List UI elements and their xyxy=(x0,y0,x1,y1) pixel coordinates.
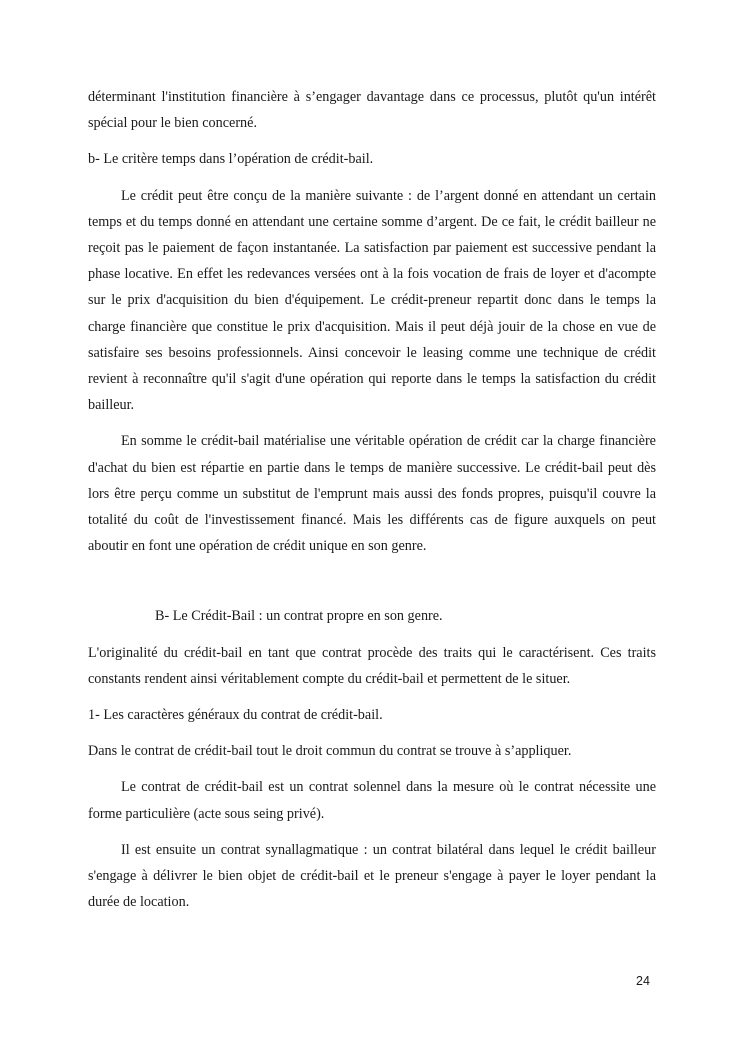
paragraph-originalite: L'originalité du crédit-bail en tant que contrat procède des traits qui le caractérisent. Ces traits constants rendent ainsi véritablement compte du crédit-bail et permettent de le situer. xyxy=(88,644,656,687)
paragraph-synallagmatique: Il est ensuite un contrat synallagmatique : un contrat bilatéral dans lequel le crédit bailleur s'engage à délivrer le bien objet de crédit-bail et le preneur s'engage à payer le loyer pendant la durée de location. xyxy=(88,841,656,911)
document-body xyxy=(88,84,656,915)
paragraph-credit-concept: Le crédit peut être conçu de la manière suivante : de l’argent donné en attendant un certain temps et du temps donné en attendant une certaine somme d’argent. De ce fait, le crédit bailleur ne reçoit pas le paiement de façon instantanée. La satisfaction par paiement est successive pendant la phase locative. En effet les redevances versées ont à la fois vocation de frais de loyer et d'acompte sur le prix d'acquisition du bien d'équipement. Le crédit-preneur repartit donc dans le temps la charge financière que constitue le prix d'acquisition. Mais il peut déjà jouir de la chose en vue de satisfaire ses besoins professionnels. Ainsi concevoir le leasing comme une technique de crédit revient à reconnaître qu'il s'agit d'une opération qui reporte dans le temps la satisfaction du crédit bailleur. xyxy=(88,187,656,414)
paragraph-contrat-solennel: Le contrat de crédit-bail est un contrat solennel dans la mesure où le contrat nécessite une forme particulière (acte sous seing privé). xyxy=(88,779,656,822)
paragraph-droit-commun: Dans le contrat de crédit-bail tout le droit commun du contrat se trouve à s’appliquer. xyxy=(88,743,572,760)
paragraph-en-somme: En somme le crédit-bail matérialise une véritable opération de crédit car la charge financière d'achat du bien est répartie en partie dans le temps de manière successive. Le crédit-bail peut dès lors être perçu comme un substitut de l'emprunt mais aussi des fonds propres, puisqu'il couvre la totalité du coût de l'investissement financé. Mais les différents cas de figure auxquels on peut aboutir en font une opération de crédit unique en son genre. xyxy=(88,433,656,555)
paragraph-continuation: déterminant l'institution financière à s’engager davantage dans ce processus, plutôt qu'un intérêt spécial pour le bien concerné. xyxy=(88,89,656,132)
section-heading-b: B- Le Crédit-Bail : un contrat propre en son genre. xyxy=(155,608,443,625)
subheading-caracteres-generaux: 1- Les caractères généraux du contrat de crédit-bail. xyxy=(88,707,383,724)
page-number: 24 xyxy=(636,974,650,988)
subheading-critere-temps: b- Le critère temps dans l’opération de crédit-bail. xyxy=(88,151,374,168)
